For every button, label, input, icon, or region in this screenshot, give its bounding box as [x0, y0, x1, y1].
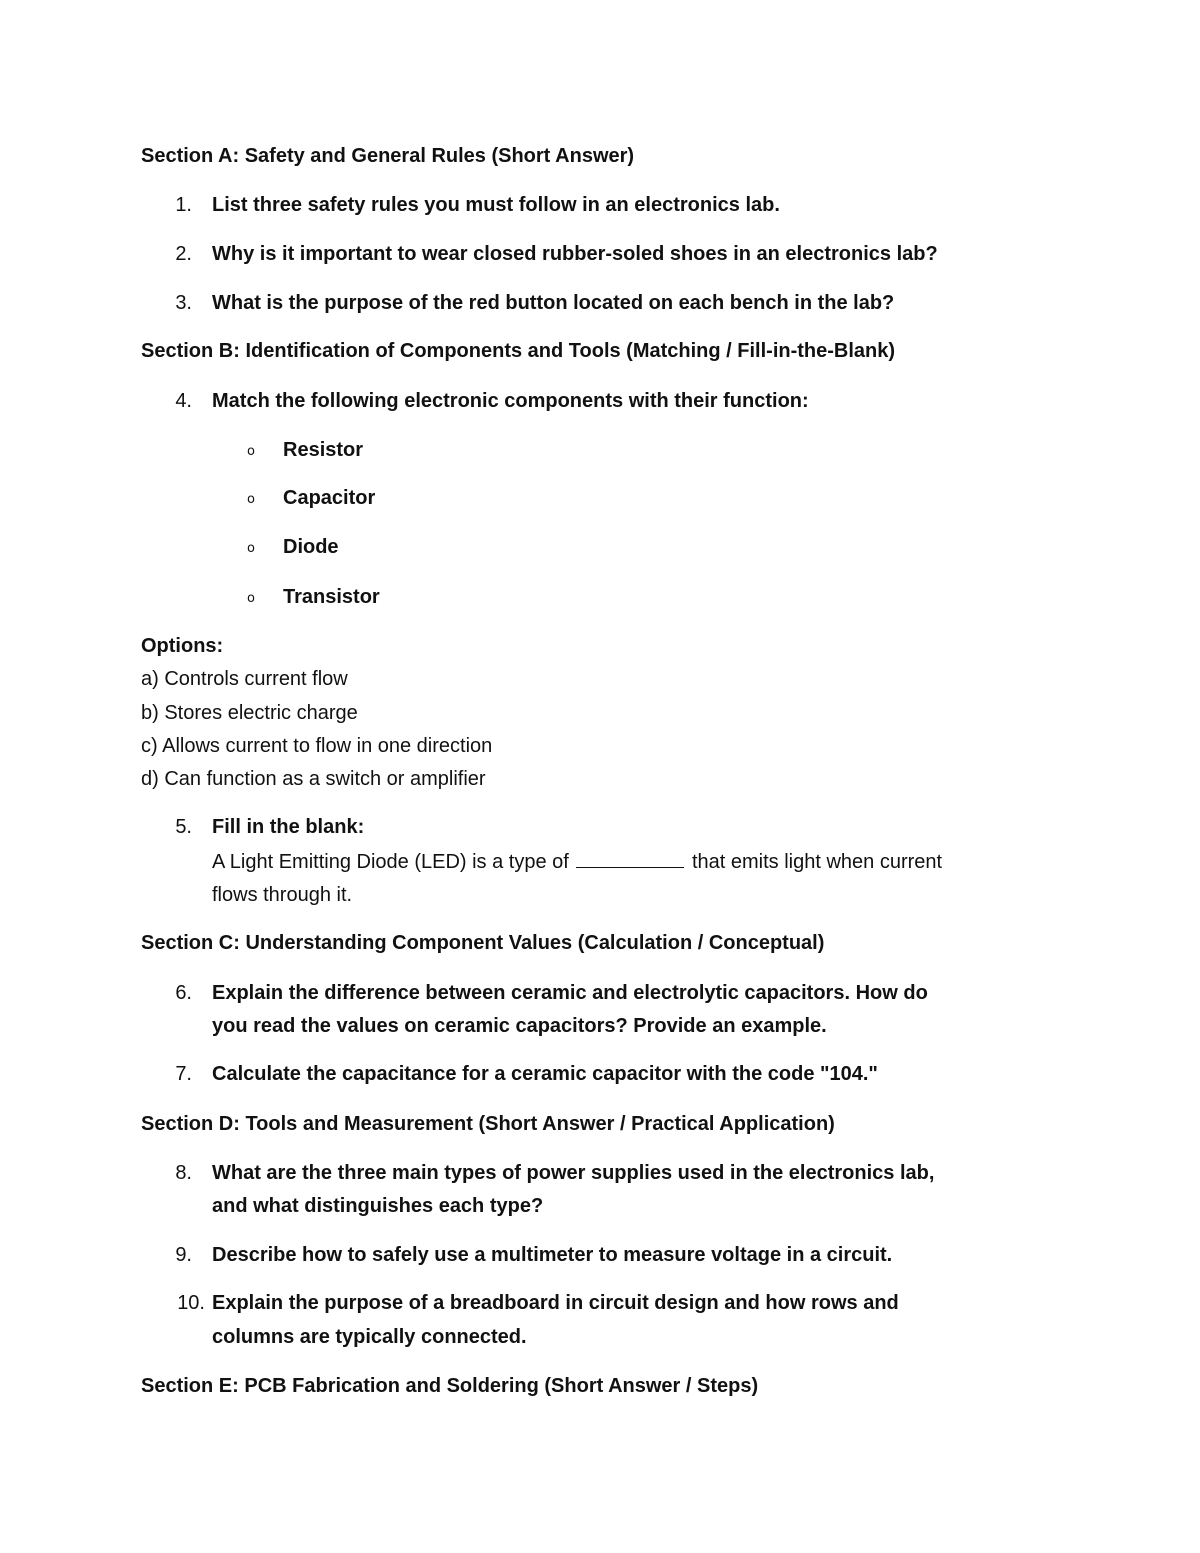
- section-d-heading: Section D: Tools and Measurement (Short Answer / Practical Application): [141, 1113, 835, 1135]
- q2-text: Why is it important to wear closed rubber-soled shoes in an electronics lab?: [212, 243, 938, 265]
- options-title: Options:: [141, 635, 224, 657]
- q5-sentence-line2: flows through it.: [212, 884, 353, 906]
- q2-number: 2.: [175, 243, 192, 265]
- q8-text-line2: and what distinguishes each type?: [212, 1195, 544, 1217]
- q6-number: 6.: [175, 982, 192, 1004]
- q6-text-line2: you read the values on ceramic capacitors? Provide an example.: [212, 1015, 827, 1037]
- bullet-marker: o: [247, 444, 255, 459]
- q5-sentence: [212, 849, 942, 874]
- q3-text: What is the purpose of the red button located on each bench in the lab?: [212, 292, 895, 314]
- bullet-marker: o: [247, 591, 255, 606]
- component-item: Transistor: [283, 586, 380, 608]
- q9-text: Describe how to safely use a multimeter to measure voltage in a circuit.: [212, 1244, 893, 1266]
- section-a-heading: Section A: Safety and General Rules (Short Answer): [141, 145, 635, 167]
- q8-number: 8.: [175, 1162, 192, 1184]
- option-item: d) Can function as a switch or amplifier: [141, 768, 486, 790]
- q4-text: Match the following electronic components with their function:: [212, 390, 809, 412]
- q9-number: 9.: [175, 1244, 192, 1266]
- q5-before-blank: A Light Emitting Diode (LED) is a type of: [212, 851, 569, 873]
- section-b-heading: Section B: Identification of Components and Tools (Matching / Fill-in-the-Blank): [141, 340, 896, 362]
- q10-text-line2: columns are typically connected.: [212, 1326, 527, 1348]
- bullet-marker: o: [247, 492, 255, 507]
- q1-text: List three safety rules you must follow in an electronics lab.: [212, 194, 780, 216]
- option-item: a) Controls current flow: [141, 668, 348, 690]
- q3-number: 3.: [175, 292, 192, 314]
- q8-text-line1: What are the three main types of power supplies used in the electronics lab,: [212, 1162, 935, 1184]
- q7-text: Calculate the capacitance for a ceramic capacitor with the code "104.": [212, 1063, 878, 1085]
- bullet-marker: o: [247, 541, 255, 556]
- q7-number: 7.: [175, 1063, 192, 1085]
- component-item: Resistor: [283, 439, 364, 461]
- q5-number: 5.: [175, 816, 192, 838]
- q1-number: 1.: [175, 194, 192, 216]
- q10-text-line1: Explain the purpose of a breadboard in circuit design and how rows and: [212, 1292, 899, 1314]
- answer-blank: [576, 849, 684, 868]
- option-item: b) Stores electric charge: [141, 702, 358, 724]
- option-item: c) Allows current to flow in one direction: [141, 735, 493, 757]
- q5-after-blank: that emits light when current: [691, 851, 943, 873]
- q10-number: 10.: [177, 1292, 205, 1314]
- q4-number: 4.: [175, 390, 192, 412]
- section-e-heading: Section E: PCB Fabrication and Soldering (Short Answer / Steps): [141, 1375, 759, 1397]
- q6-text-line1: Explain the difference between ceramic and electrolytic capacitors. How do: [212, 982, 928, 1004]
- q5-title: Fill in the blank:: [212, 816, 365, 838]
- component-item: Diode: [283, 536, 339, 558]
- section-c-heading: Section C: Understanding Component Values (Calculation / Conceptual): [141, 932, 825, 954]
- component-item: Capacitor: [283, 487, 376, 509]
